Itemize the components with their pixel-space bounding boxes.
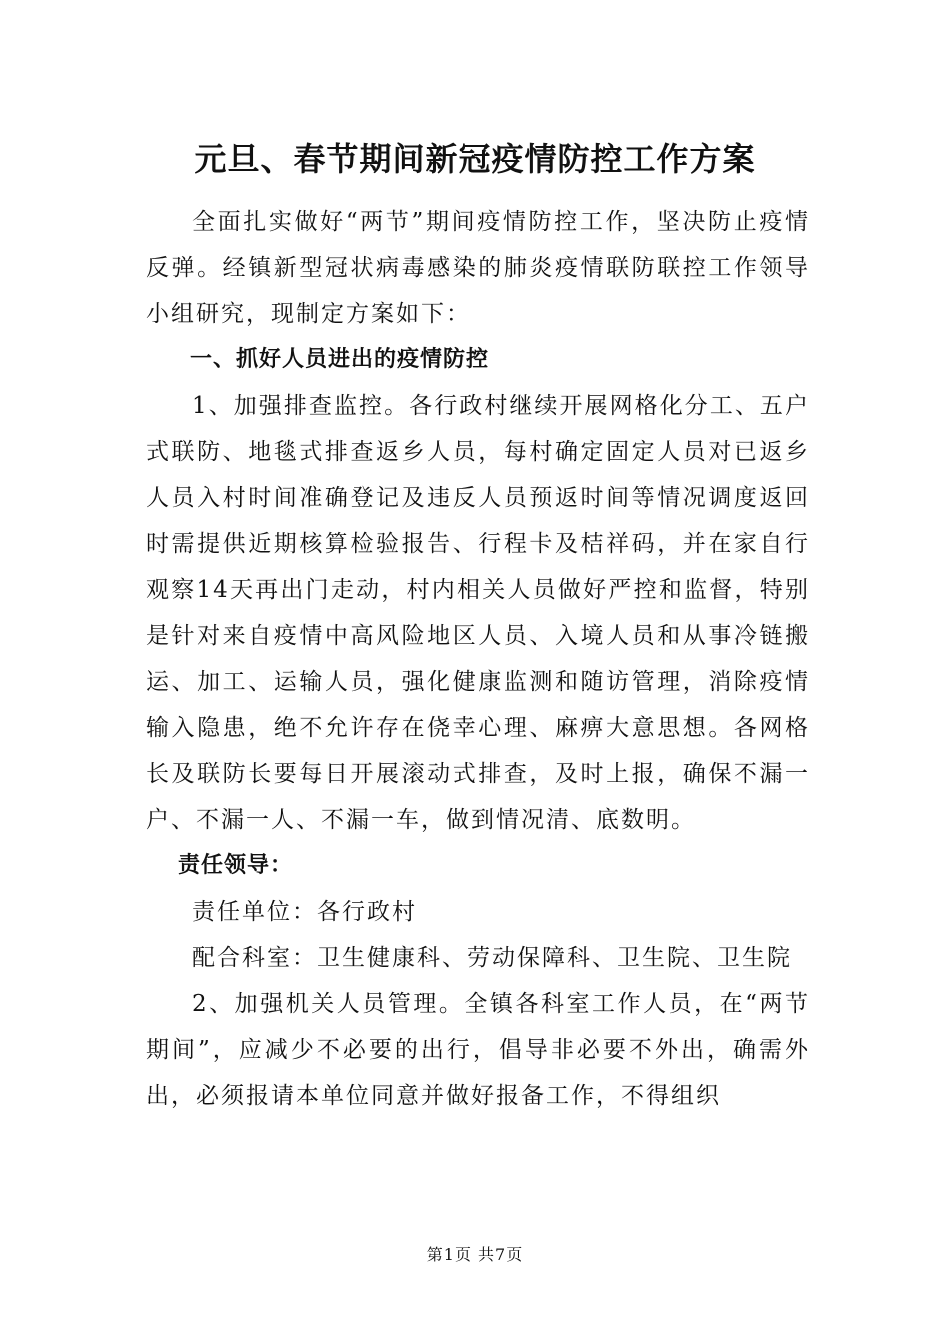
- cooperating-departments: 配合科室：卫生健康科、劳动保障科、卫生院、卫生院: [192, 945, 792, 971]
- item-1-paragraph: 1、加强排查监控。各行政村继续开展网格化分工、五户式联防、地毯式排查返乡人员，每村确定固定人员对已返乡人员入村时间准确登记及违反人员预返时间等情况调度返回时需提供近期核算检验报告、行程卡及桔祥码，并在家自行观察14天再出门走动，村内相关人员做好严控和监督，特别是针对来自疫情中高风险地区人员、入境人员和从事冷链搬运、加工、运输人员，强化健康监测和随访管理，消除疫情输入隐患，绝不允许存在侥幸心理、麻痹大意思想。各网格长及联防长要每日开展滚动式排查，及时上报，确保不漏一户、不漏一人、不漏一车，做到情况清、底数明。: [146, 393, 810, 833]
- responsible-unit: 责任单位：各行政村: [192, 899, 417, 925]
- intro-paragraph: 全面扎实做好“两节”期间疫情防控工作，坚决防止疫情反弹。经镇新型冠状病毒感染的肺炎疫情联防联控工作领导小组研究，现制定方案如下：: [146, 209, 810, 327]
- document-body: [146, 199, 810, 1119]
- responsible-leader-label: 责任领导：: [178, 853, 294, 878]
- page-footer: 第1页 共7页: [426, 1245, 524, 1264]
- section-heading: 一、抓好人员进出的疫情防控: [190, 347, 490, 372]
- document-title: 元旦、春节期间新冠疫情防控工作方案: [194, 140, 756, 178]
- item-2-paragraph: 2、加强机关人员管理。全镇各科室工作人员，在“两节期间”，应减少不必要的出行，倡导非必要不外出，确需外出，必须报请本单位同意并做好报备工作，不得组织: [146, 991, 810, 1109]
